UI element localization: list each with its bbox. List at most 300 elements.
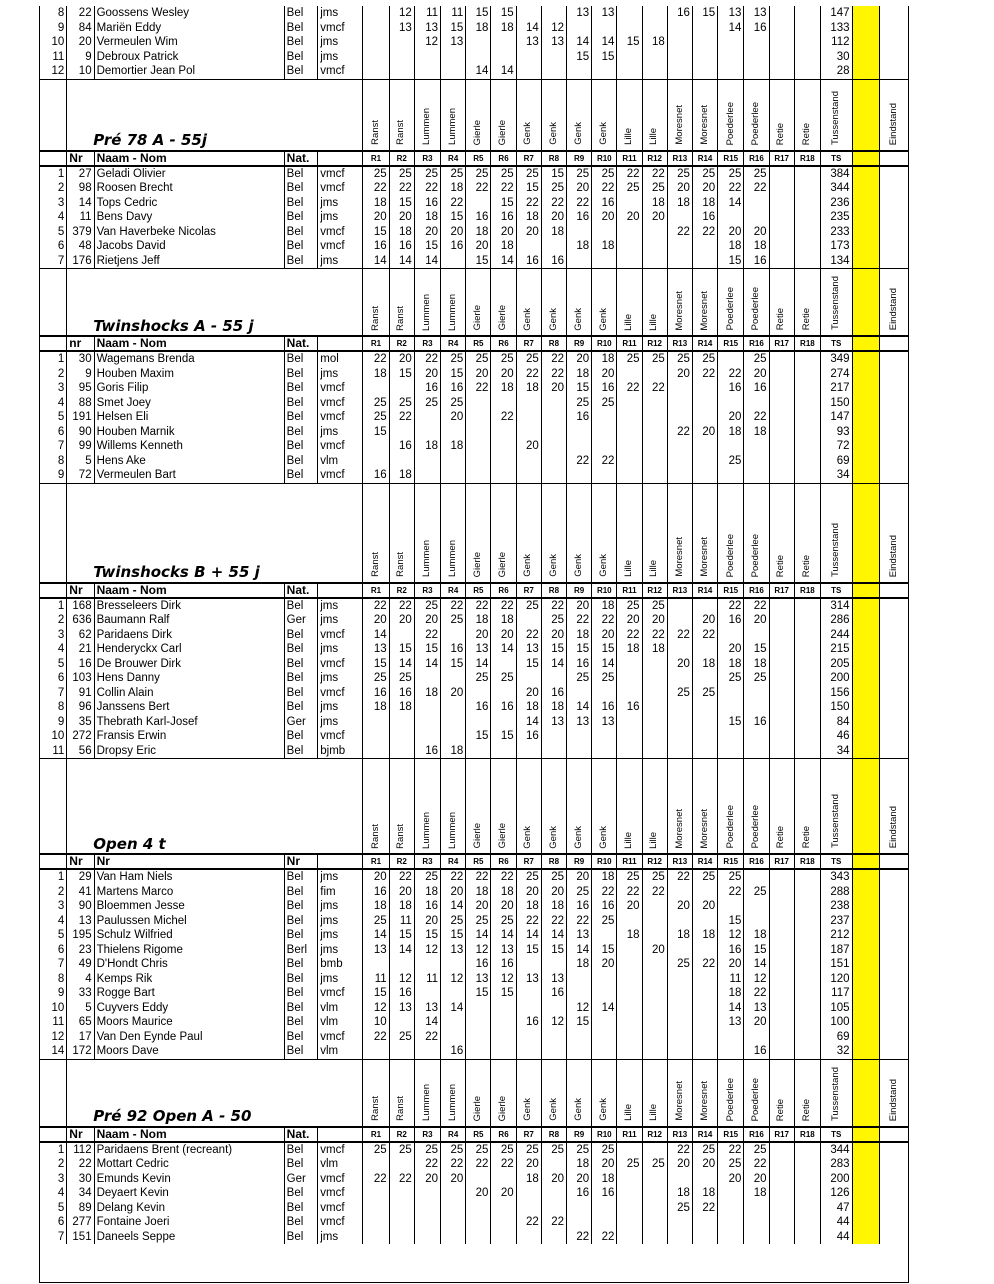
- round-score-cell: 13: [466, 642, 491, 657]
- nationality-cell: Bel: [284, 744, 318, 759]
- venue-header-cell: [363, 483, 389, 583]
- round-score-cell: [516, 454, 541, 469]
- round-score-cell: [541, 6, 566, 21]
- nationality-cell: Bel: [284, 1201, 318, 1216]
- round-header: R17: [769, 854, 794, 869]
- round-score-cell: [617, 1215, 642, 1230]
- venue-header-cell: [692, 759, 717, 855]
- number-cell: 272: [67, 729, 94, 744]
- round-score-cell: [718, 439, 744, 454]
- round-score-cell: 22: [414, 1157, 440, 1172]
- round-score-cell: 11: [414, 972, 440, 987]
- venue-label: Lille: [623, 831, 635, 849]
- highlight-cell: [852, 686, 879, 701]
- section-title-row: [40, 759, 910, 855]
- round-score-cell: [491, 1030, 516, 1045]
- round-score-cell: 22: [667, 628, 692, 643]
- round-score-cell: [441, 1030, 466, 1045]
- venue-header-cell: [794, 79, 820, 151]
- venue-label: Lummen: [446, 1084, 458, 1121]
- round-score-cell: 25: [692, 686, 717, 701]
- round-score-cell: 16: [516, 254, 541, 269]
- highlight-cell: [852, 1230, 879, 1245]
- round-score-cell: [592, 225, 617, 240]
- round-score-cell: [744, 50, 769, 65]
- venue-header-cell: [617, 483, 642, 583]
- round-score-cell: 20: [718, 642, 744, 657]
- round-score-cell: 22: [491, 598, 516, 614]
- venue-header-cell: [769, 1059, 794, 1127]
- tussenstand-label: Tussenstand: [830, 276, 842, 331]
- round-score-cell: [466, 1172, 491, 1187]
- number-cell: 112: [67, 1142, 94, 1158]
- number-cell: 191: [67, 410, 94, 425]
- round-score-cell: [769, 700, 794, 715]
- round-score-cell: 25: [491, 1142, 516, 1158]
- total-score-cell: 120: [821, 972, 853, 987]
- nationality-cell: Bel: [284, 181, 318, 196]
- rider-name-cell: Fransis Erwin: [94, 729, 284, 744]
- round-score-cell: [642, 1030, 667, 1045]
- round-header: R3: [414, 1127, 440, 1142]
- number-cell: 30: [67, 1172, 94, 1187]
- section-title-row: [40, 79, 910, 151]
- round-header: R18: [794, 1127, 820, 1142]
- venue-label: Ranst: [369, 552, 381, 577]
- rider-name-cell: Van Den Eynde Paul: [94, 1030, 284, 1045]
- round-score-cell: 25: [692, 351, 717, 367]
- venue-label: Poederlee: [724, 805, 736, 849]
- round-score-cell: 22: [744, 1157, 769, 1172]
- venue-header-cell: [491, 269, 516, 337]
- round-score-cell: [441, 254, 466, 269]
- highlight-cell: [852, 396, 879, 411]
- venue-header-cell: [491, 1059, 516, 1127]
- final-standing-cell: [879, 628, 909, 643]
- round-score-cell: 13: [441, 35, 466, 50]
- round-score-cell: [769, 166, 794, 182]
- rider-name-cell: Henderyckx Carl: [94, 642, 284, 657]
- highlight-cell: [852, 671, 879, 686]
- round-score-cell: [466, 1001, 491, 1016]
- venue-label: Lummen: [421, 540, 433, 577]
- venue-header-cell: [744, 1059, 769, 1127]
- round-score-cell: 16: [491, 700, 516, 715]
- round-score-cell: 12: [389, 6, 414, 21]
- header-final: [879, 583, 909, 598]
- title-cell: [67, 759, 363, 855]
- round-score-cell: [491, 744, 516, 759]
- round-score-cell: 13: [516, 35, 541, 50]
- number-cell: 9: [67, 367, 94, 382]
- nationality-cell: Bel: [284, 239, 318, 254]
- round-header: R18: [794, 151, 820, 166]
- header-final: [879, 151, 909, 166]
- sheet-bottom-border: [39, 1282, 909, 1283]
- venue-label: Moresnet: [673, 290, 685, 331]
- final-standing-cell: [879, 869, 909, 885]
- round-score-cell: [794, 671, 820, 686]
- round-header: R1: [363, 151, 389, 166]
- round-score-cell: [541, 1044, 566, 1059]
- round-score-cell: [692, 914, 717, 929]
- round-score-cell: 16: [363, 885, 389, 900]
- round-score-cell: [794, 254, 820, 269]
- nationality-cell: Bel: [284, 21, 318, 36]
- round-header: R17: [769, 151, 794, 166]
- final-standing-cell: [879, 671, 909, 686]
- round-score-cell: [744, 700, 769, 715]
- table-row: [40, 1030, 910, 1045]
- round-header: R18: [794, 336, 820, 351]
- venue-label: Genk: [547, 307, 559, 331]
- venue-label: Ranst: [369, 823, 381, 849]
- round-header: R17: [769, 583, 794, 598]
- nationality-cell: Bel: [284, 1001, 318, 1016]
- round-score-cell: 22: [466, 598, 491, 614]
- venue-label: Moresnet: [698, 537, 710, 577]
- round-score-cell: [769, 196, 794, 211]
- round-score-cell: [692, 468, 717, 483]
- round-score-cell: [794, 454, 820, 469]
- total-score-cell: 34: [821, 744, 853, 759]
- round-score-cell: 18: [718, 239, 744, 254]
- number-cell: 17: [67, 1030, 94, 1045]
- round-score-cell: 11: [363, 972, 389, 987]
- club-cell: vmcf: [318, 225, 363, 240]
- round-header: R12: [642, 854, 667, 869]
- nationality-cell: Bel: [284, 914, 318, 929]
- highlight-cell: [852, 1142, 879, 1158]
- round-score-cell: 20: [692, 1157, 717, 1172]
- round-score-cell: [441, 1230, 466, 1245]
- round-score-cell: [414, 425, 440, 440]
- venue-label: Retie: [801, 826, 813, 849]
- round-score-cell: [667, 598, 692, 614]
- number-cell: 89: [67, 1201, 94, 1216]
- round-score-cell: [642, 1201, 667, 1216]
- highlight-cell: [852, 410, 879, 425]
- round-score-cell: 20: [516, 225, 541, 240]
- round-score-cell: 25: [617, 1157, 642, 1172]
- final-standing-cell: [879, 715, 909, 730]
- round-score-cell: 16: [567, 410, 592, 425]
- round-header: R8: [541, 583, 566, 598]
- round-score-cell: 18: [541, 899, 566, 914]
- venue-header-cell: [617, 1059, 642, 1127]
- round-score-cell: 18: [667, 928, 692, 943]
- round-score-cell: [617, 671, 642, 686]
- round-score-cell: 18: [389, 225, 414, 240]
- round-score-cell: [642, 957, 667, 972]
- round-score-cell: [642, 686, 667, 701]
- nationality-cell: Berl: [284, 943, 318, 958]
- round-score-cell: 16: [744, 21, 769, 36]
- round-score-cell: [441, 64, 466, 79]
- round-score-cell: 20: [667, 899, 692, 914]
- round-header: R10: [592, 854, 617, 869]
- highlight-cell: [852, 336, 879, 351]
- round-score-cell: 25: [441, 166, 466, 182]
- position-cell: 1: [40, 166, 67, 182]
- round-header: R5: [466, 583, 491, 598]
- round-score-cell: [667, 64, 692, 79]
- header-nat: Nr: [284, 854, 318, 869]
- venue-label: Ranst: [395, 823, 407, 849]
- nationality-cell: Bel: [284, 210, 318, 225]
- total-score-cell: 46: [821, 729, 853, 744]
- round-score-cell: 18: [541, 700, 566, 715]
- position-cell: 1: [40, 598, 67, 614]
- final-standing-cell: [879, 1215, 909, 1230]
- header-club: [318, 151, 363, 166]
- round-header: R16: [744, 151, 769, 166]
- round-score-cell: 20: [363, 869, 389, 885]
- table-row: [40, 1157, 910, 1172]
- round-score-cell: 22: [744, 986, 769, 1001]
- round-score-cell: [389, 1157, 414, 1172]
- round-score-cell: 25: [414, 1142, 440, 1158]
- round-header: R2: [389, 583, 414, 598]
- final-standing-cell: [879, 598, 909, 614]
- venue-label: Genk: [598, 825, 610, 849]
- round-score-cell: [718, 35, 744, 50]
- total-score-cell: 187: [821, 943, 853, 958]
- round-score-cell: 20: [718, 1172, 744, 1187]
- round-score-cell: [466, 1215, 491, 1230]
- round-score-cell: 12: [567, 1001, 592, 1016]
- tussenstand-header-cell: [821, 759, 853, 855]
- round-score-cell: [617, 1172, 642, 1187]
- club-cell: vmcf: [318, 468, 363, 483]
- section-title-row: [40, 483, 910, 583]
- round-score-cell: 25: [667, 686, 692, 701]
- venue-header-cell: [718, 269, 744, 337]
- round-score-cell: [567, 1215, 592, 1230]
- round-score-cell: 25: [718, 454, 744, 469]
- round-score-cell: 13: [592, 6, 617, 21]
- venue-header-cell: [516, 483, 541, 583]
- round-score-cell: 25: [389, 671, 414, 686]
- round-header: R6: [491, 1127, 516, 1142]
- round-score-cell: [363, 1215, 389, 1230]
- round-score-cell: [617, 1186, 642, 1201]
- round-score-cell: 25: [667, 166, 692, 182]
- total-score-cell: 283: [821, 1157, 853, 1172]
- highlight-cell: [852, 1015, 879, 1030]
- venue-header-cell: [363, 269, 389, 337]
- round-score-cell: [794, 943, 820, 958]
- table-row: [40, 181, 910, 196]
- highlight-cell: [852, 1186, 879, 1201]
- number-cell: 5: [67, 1001, 94, 1016]
- round-score-cell: 18: [466, 21, 491, 36]
- round-header: R7: [516, 336, 541, 351]
- round-score-cell: 14: [718, 21, 744, 36]
- total-score-cell: 344: [821, 1142, 853, 1158]
- round-score-cell: 20: [592, 957, 617, 972]
- round-score-cell: [363, 454, 389, 469]
- position-cell: 3: [40, 1172, 67, 1187]
- club-cell: jms: [318, 914, 363, 929]
- eindstand-label: Eindstand: [888, 806, 900, 849]
- round-score-cell: [769, 671, 794, 686]
- round-score-cell: [769, 1215, 794, 1230]
- round-score-cell: [617, 1201, 642, 1216]
- nationality-cell: Bel: [284, 1142, 318, 1158]
- round-score-cell: 25: [516, 351, 541, 367]
- section-title: Twinshocks B + 55 j: [93, 563, 260, 581]
- round-score-cell: [642, 1215, 667, 1230]
- nationality-cell: Bel: [284, 225, 318, 240]
- round-score-cell: 18: [617, 928, 642, 943]
- table-row: [40, 367, 910, 382]
- round-score-cell: 25: [667, 1201, 692, 1216]
- total-score-cell: 126: [821, 1186, 853, 1201]
- title-spacer: [40, 1059, 67, 1127]
- venue-header-cell: [567, 759, 592, 855]
- round-score-cell: 16: [441, 642, 466, 657]
- round-score-cell: 25: [441, 351, 466, 367]
- round-score-cell: 15: [491, 986, 516, 1001]
- round-header: R16: [744, 854, 769, 869]
- table-row: [40, 957, 910, 972]
- round-score-cell: [389, 1186, 414, 1201]
- round-score-cell: [744, 1201, 769, 1216]
- round-score-cell: 25: [642, 869, 667, 885]
- total-score-cell: 156: [821, 686, 853, 701]
- venue-label: Lille: [648, 1104, 660, 1121]
- highlight-cell: [852, 972, 879, 987]
- rider-name-cell: Wagemans Brenda: [94, 351, 284, 367]
- highlight-cell: [852, 642, 879, 657]
- round-score-cell: [617, 367, 642, 382]
- round-score-cell: 25: [592, 914, 617, 929]
- round-score-cell: 20: [744, 1172, 769, 1187]
- round-score-cell: [567, 1030, 592, 1045]
- table-row: [40, 885, 910, 900]
- venue-header-cell: [667, 79, 692, 151]
- round-score-cell: [794, 729, 820, 744]
- round-score-cell: 22: [744, 410, 769, 425]
- round-score-cell: 22: [491, 410, 516, 425]
- round-score-cell: [769, 396, 794, 411]
- round-score-cell: [769, 351, 794, 367]
- round-score-cell: [667, 254, 692, 269]
- eindstand-header-cell: [879, 269, 909, 337]
- final-standing-cell: [879, 885, 909, 900]
- round-score-cell: 15: [414, 642, 440, 657]
- total-score-cell: 288: [821, 885, 853, 900]
- total-score-cell: 344: [821, 181, 853, 196]
- round-score-cell: [414, 1215, 440, 1230]
- round-score-cell: 22: [744, 181, 769, 196]
- highlight-cell: [852, 181, 879, 196]
- round-score-cell: 15: [516, 657, 541, 672]
- venue-header-cell: [491, 483, 516, 583]
- table-row: [40, 468, 910, 483]
- round-score-cell: [692, 35, 717, 50]
- venue-header-cell: [667, 269, 692, 337]
- round-score-cell: 25: [466, 1142, 491, 1158]
- round-score-cell: [794, 1201, 820, 1216]
- round-score-cell: [692, 715, 717, 730]
- round-score-cell: [769, 50, 794, 65]
- nationality-cell: Bel: [284, 351, 318, 367]
- rider-name-cell: Moors Maurice: [94, 1015, 284, 1030]
- rider-name-cell: Goossens Wesley: [94, 6, 284, 21]
- tussenstand-label: Tussenstand: [830, 794, 842, 849]
- round-score-cell: 25: [617, 869, 642, 885]
- round-header: R4: [441, 336, 466, 351]
- round-score-cell: [667, 1001, 692, 1016]
- round-score-cell: [667, 700, 692, 715]
- final-standing-cell: [879, 1044, 909, 1059]
- round-score-cell: 22: [667, 425, 692, 440]
- venue-header-cell: [466, 269, 491, 337]
- venue-label: Retie: [775, 1098, 787, 1121]
- rider-name-cell: Delang Kevin: [94, 1201, 284, 1216]
- venue-label: Genk: [598, 554, 610, 577]
- venue-label: Lummen: [421, 1084, 433, 1121]
- rider-name-cell: Bloemmen Jesse: [94, 899, 284, 914]
- round-score-cell: 25: [642, 598, 667, 614]
- number-cell: 29: [67, 869, 94, 885]
- round-score-cell: 22: [466, 381, 491, 396]
- club-cell: jms: [318, 196, 363, 211]
- number-cell: 20: [67, 35, 94, 50]
- round-score-cell: [642, 454, 667, 469]
- round-score-cell: [389, 381, 414, 396]
- round-score-cell: [667, 885, 692, 900]
- position-cell: 9: [40, 986, 67, 1001]
- round-score-cell: 22: [516, 1215, 541, 1230]
- round-score-cell: 16: [541, 686, 566, 701]
- venue-label: Genk: [572, 307, 584, 331]
- venue-label: Moresnet: [698, 290, 710, 331]
- total-score-cell: 133: [821, 21, 853, 36]
- highlight-cell: [852, 1059, 879, 1127]
- round-score-cell: [389, 729, 414, 744]
- round-score-cell: [642, 410, 667, 425]
- round-score-cell: 18: [744, 425, 769, 440]
- highlight-cell: [852, 598, 879, 614]
- round-score-cell: 20: [414, 367, 440, 382]
- round-score-cell: 25: [744, 1142, 769, 1158]
- round-header: R9: [567, 151, 592, 166]
- round-score-cell: 25: [389, 166, 414, 182]
- club-cell: vmcf: [318, 410, 363, 425]
- round-score-cell: 16: [466, 700, 491, 715]
- round-score-cell: 15: [592, 50, 617, 65]
- round-score-cell: [769, 381, 794, 396]
- round-score-cell: 20: [642, 943, 667, 958]
- round-score-cell: 14: [541, 657, 566, 672]
- total-score-cell: 173: [821, 239, 853, 254]
- round-score-cell: 16: [491, 210, 516, 225]
- round-score-cell: [516, 1230, 541, 1245]
- round-header: R4: [441, 151, 466, 166]
- round-score-cell: [667, 35, 692, 50]
- round-score-cell: [667, 671, 692, 686]
- round-score-cell: 18: [389, 700, 414, 715]
- round-score-cell: 22: [491, 1157, 516, 1172]
- round-score-cell: [491, 1201, 516, 1216]
- club-cell: vmcf: [318, 1172, 363, 1187]
- tussenstand-header-cell: [821, 1059, 853, 1127]
- round-score-cell: [667, 914, 692, 929]
- rider-name-cell: Vermeulen Bart: [94, 468, 284, 483]
